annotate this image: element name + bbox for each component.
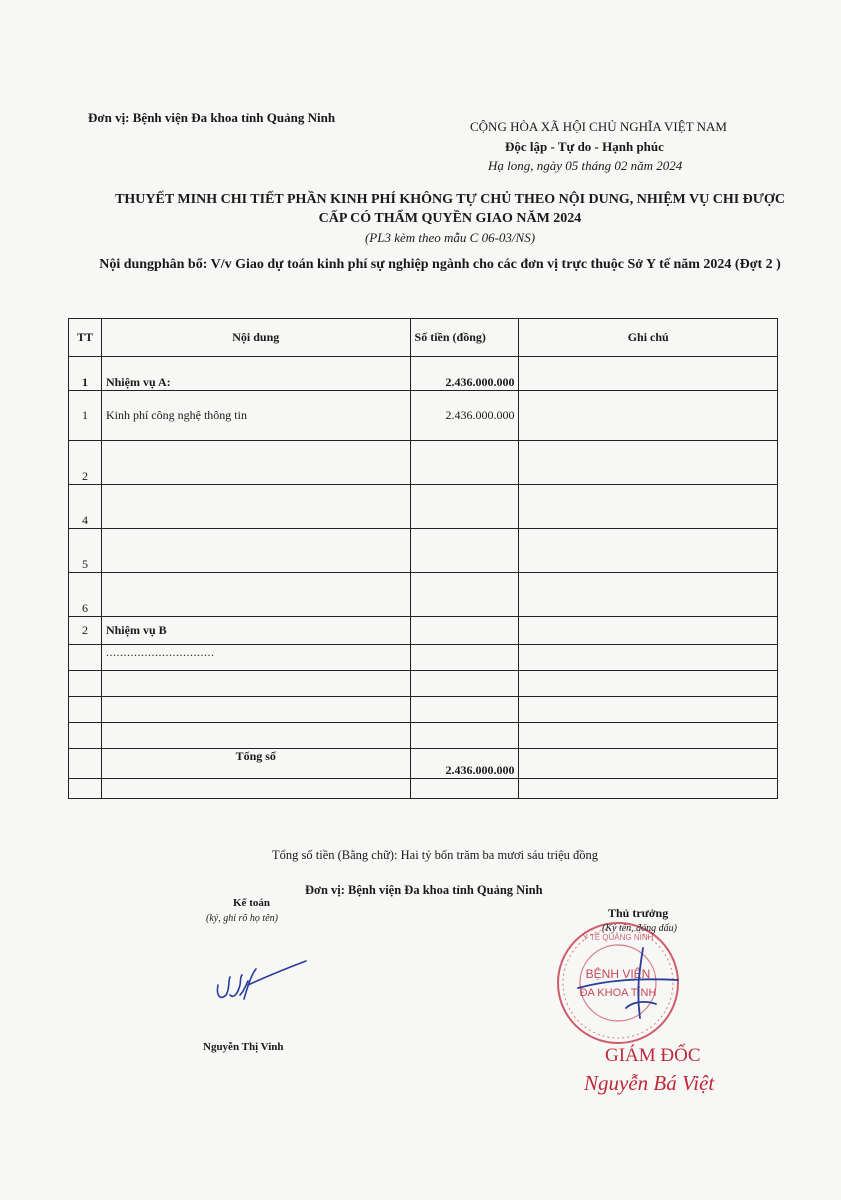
row-note xyxy=(519,357,778,391)
row-tt: 6 xyxy=(69,573,102,617)
row-note xyxy=(519,485,778,529)
table-row xyxy=(69,357,778,391)
director-name: Nguyễn Bá Việt xyxy=(584,1071,715,1095)
table-row xyxy=(69,485,778,529)
row-amount xyxy=(410,723,519,749)
row-note xyxy=(519,723,778,749)
seal-line-2: ĐA KHOA TỈNH xyxy=(579,987,657,999)
budget-table xyxy=(68,318,778,799)
seal-ring-text: Y TẾ QUẢNG NINH xyxy=(582,933,654,942)
row-tt: 2 xyxy=(69,441,102,485)
row-note xyxy=(519,391,778,441)
row-content xyxy=(101,573,410,617)
row-content: Kinh phí công nghệ thông tin xyxy=(101,391,410,441)
director-signature xyxy=(578,948,678,1018)
official-seal xyxy=(548,918,698,1048)
row-note xyxy=(519,573,778,617)
document-subtitle: (PL3 kèm theo mẫu C 06-03/NS) xyxy=(364,230,536,245)
row-tt xyxy=(69,779,102,799)
row-note xyxy=(519,645,778,671)
row-content: ............................... xyxy=(101,645,410,671)
table-row xyxy=(69,779,778,799)
row-tt xyxy=(69,671,102,697)
table-row xyxy=(69,697,778,723)
row-tt xyxy=(69,697,102,723)
row-content xyxy=(101,485,410,529)
header-note: Ghi chú xyxy=(519,319,778,357)
accountant-instruction: (ký, ghi rõ họ tên) xyxy=(206,913,278,924)
document-title: THUYẾT MINH CHI TIẾT PHẦN KINH PHÍ KHÔNG TỰ CHỦ THEO NỘI DUNG, NHIỆM VỤ CHI ĐƯỢC CẤP CÓ THẨM QUYỀN GIAO NĂM 2024 xyxy=(115,192,785,226)
row-amount xyxy=(410,671,519,697)
table-row xyxy=(69,671,778,697)
row-note xyxy=(519,617,778,645)
table-header-row xyxy=(69,319,778,357)
accountant-signature xyxy=(210,955,320,1015)
row-note xyxy=(519,529,778,573)
header-content: Nội dung xyxy=(101,319,410,357)
national-motto: Độc lập - Tự do - Hạnh phúc xyxy=(505,139,664,154)
row-content xyxy=(101,723,410,749)
total-note xyxy=(519,749,778,779)
total-label: Tổng số xyxy=(101,749,410,779)
row-tt: 1 xyxy=(69,391,102,441)
row-content xyxy=(101,441,410,485)
table-row xyxy=(69,617,778,645)
header-amount: Số tiền (đồng) xyxy=(410,319,519,357)
table-row xyxy=(69,645,778,671)
row-tt xyxy=(69,723,102,749)
amount-in-words: Tổng số tiền (Bằng chữ): Hai tỷ bốn trăm ba mươi sáu triệu đồng xyxy=(272,848,599,862)
table-row xyxy=(69,529,778,573)
row-tt: 4 xyxy=(69,485,102,529)
row-tt: 1 xyxy=(69,357,102,391)
row-amount xyxy=(410,573,519,617)
row-amount: 2.436.000.000 xyxy=(410,357,519,391)
row-tt: 2 xyxy=(69,617,102,645)
accountant-label: Kế toán xyxy=(233,897,270,909)
row-content xyxy=(101,671,410,697)
row-content: Nhiệm vụ A: xyxy=(101,357,410,391)
signing-unit: Đơn vị: Bệnh viện Đa khoa tỉnh Quảng Ninh xyxy=(305,883,543,897)
row-content: Nhiệm vụ B xyxy=(101,617,410,645)
row-tt xyxy=(69,645,102,671)
unit-name: Đơn vị: Bệnh viện Đa khoa tỉnh Quảng Ninh xyxy=(88,110,336,125)
total-tt xyxy=(69,749,102,779)
row-content xyxy=(101,529,410,573)
date-line: Hạ long, ngày 05 tháng 02 năm 2024 xyxy=(488,158,683,173)
row-amount xyxy=(410,617,519,645)
row-note xyxy=(519,671,778,697)
table-row xyxy=(69,723,778,749)
seal-line-1: BỆNH VIỆN xyxy=(585,967,651,981)
allocation-content: Nội dungphân bổ: V/v Giao dự toán kinh phí sự nghiệp ngành cho các đơn vị trực thuộc Sở Y tế năm 2024 (Đợt 2 ) xyxy=(99,257,781,272)
row-amount xyxy=(410,529,519,573)
row-amount xyxy=(410,779,519,799)
head-label: Thủ trưởng xyxy=(608,906,669,920)
table-row xyxy=(69,441,778,485)
row-amount xyxy=(410,697,519,723)
header-tt: TT xyxy=(69,319,102,357)
row-note xyxy=(519,441,778,485)
row-content xyxy=(101,779,410,799)
row-amount xyxy=(410,485,519,529)
total-amount: 2.436.000.000 xyxy=(410,749,519,779)
row-amount: 2.436.000.000 xyxy=(410,391,519,441)
head-instruction: (Ký tên, đóng dấu) xyxy=(602,923,677,934)
row-amount xyxy=(410,645,519,671)
row-amount xyxy=(410,441,519,485)
row-note xyxy=(519,779,778,799)
row-tt: 5 xyxy=(69,529,102,573)
director-title: GIÁM ĐỐC xyxy=(605,1045,701,1066)
table-row xyxy=(69,573,778,617)
table-total-row xyxy=(69,749,778,779)
accountant-name: Nguyễn Thị Vinh xyxy=(203,1041,284,1053)
row-note xyxy=(519,697,778,723)
table-row xyxy=(69,391,778,441)
republic-title: CỘNG HÒA XÃ HỘI CHỦ NGHĨA VIỆT NAM xyxy=(470,119,727,134)
row-content xyxy=(101,697,410,723)
